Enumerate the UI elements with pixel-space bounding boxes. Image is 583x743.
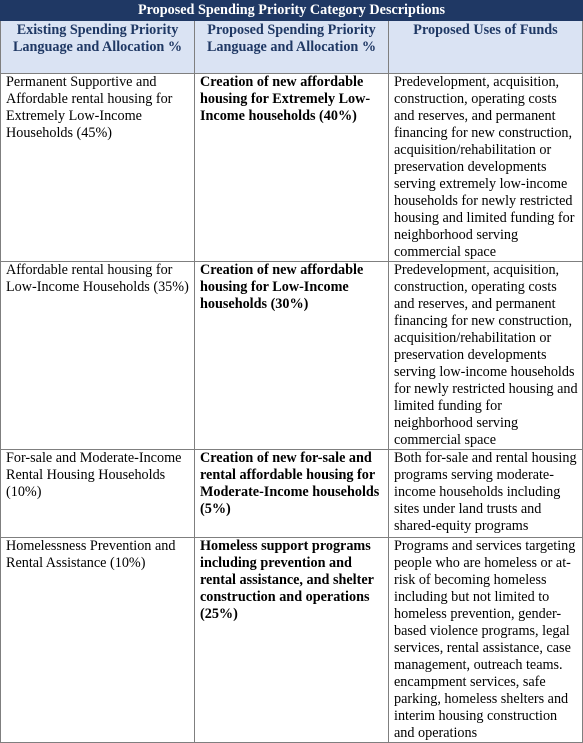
header-existing: Existing Spending Priority Language and Allocation % bbox=[1, 21, 195, 74]
uses-cell: Predevelopment, acquisition, construction, operating costs and reserves, and permanent financing for new construction, acquisition/rehabilitation or preservation developments serving extremely low-income households for newly restricted housing and limited funding for neighborhood serving commercial space bbox=[389, 74, 583, 262]
table-row bbox=[1, 450, 583, 538]
table-row bbox=[1, 74, 583, 262]
uses-cell: Both for-sale and rental housing programs serving moderate-income households including sites under land trusts and shared-equity programs bbox=[389, 450, 583, 538]
proposed-cell: Creation of new affordable housing for Low-Income households (30%) bbox=[195, 262, 389, 450]
uses-cell: Programs and services targeting people who are homeless or at-risk of becoming homeless including but not limited to homeless prevention, gender-based violence programs, legal services, rental assistance, case management, outreach teams. encampment services, safe parking, homeless shelters and interim housing construction and operations bbox=[389, 538, 583, 743]
table-title-row bbox=[1, 1, 583, 21]
column-header-row bbox=[1, 21, 583, 74]
header-uses: Proposed Uses of Funds bbox=[389, 21, 583, 74]
table-row bbox=[1, 262, 583, 450]
header-proposed: Proposed Spending Priority Language and Allocation % bbox=[195, 21, 389, 74]
existing-cell: Affordable rental housing for Low-Income Households (35%) bbox=[1, 262, 195, 450]
proposed-cell: Homeless support programs including prevention and rental assistance, and shelter construction and operations (25%) bbox=[195, 538, 389, 743]
existing-cell: Homelessness Prevention and Rental Assistance (10%) bbox=[1, 538, 195, 743]
proposed-cell: Creation of new for-sale and rental affordable housing for Moderate-Income households (5%) bbox=[195, 450, 389, 538]
uses-cell: Predevelopment, acquisition, construction, operating costs and reserves, and permanent financing for new construction, acquisition/rehabilitation or preservation developments serving low-income households for newly restricted housing and limited funding for neighborhood serving commercial space bbox=[389, 262, 583, 450]
table-title: Proposed Spending Priority Category Descriptions bbox=[1, 1, 583, 21]
table-row bbox=[1, 538, 583, 743]
existing-cell: Permanent Supportive and Affordable rental housing for Extremely Low-Income Households (45%) bbox=[1, 74, 195, 262]
existing-cell: For-sale and Moderate-Income Rental Housing Households (10%) bbox=[1, 450, 195, 538]
proposed-cell: Creation of new affordable housing for Extremely Low-Income households (40%) bbox=[195, 74, 389, 262]
